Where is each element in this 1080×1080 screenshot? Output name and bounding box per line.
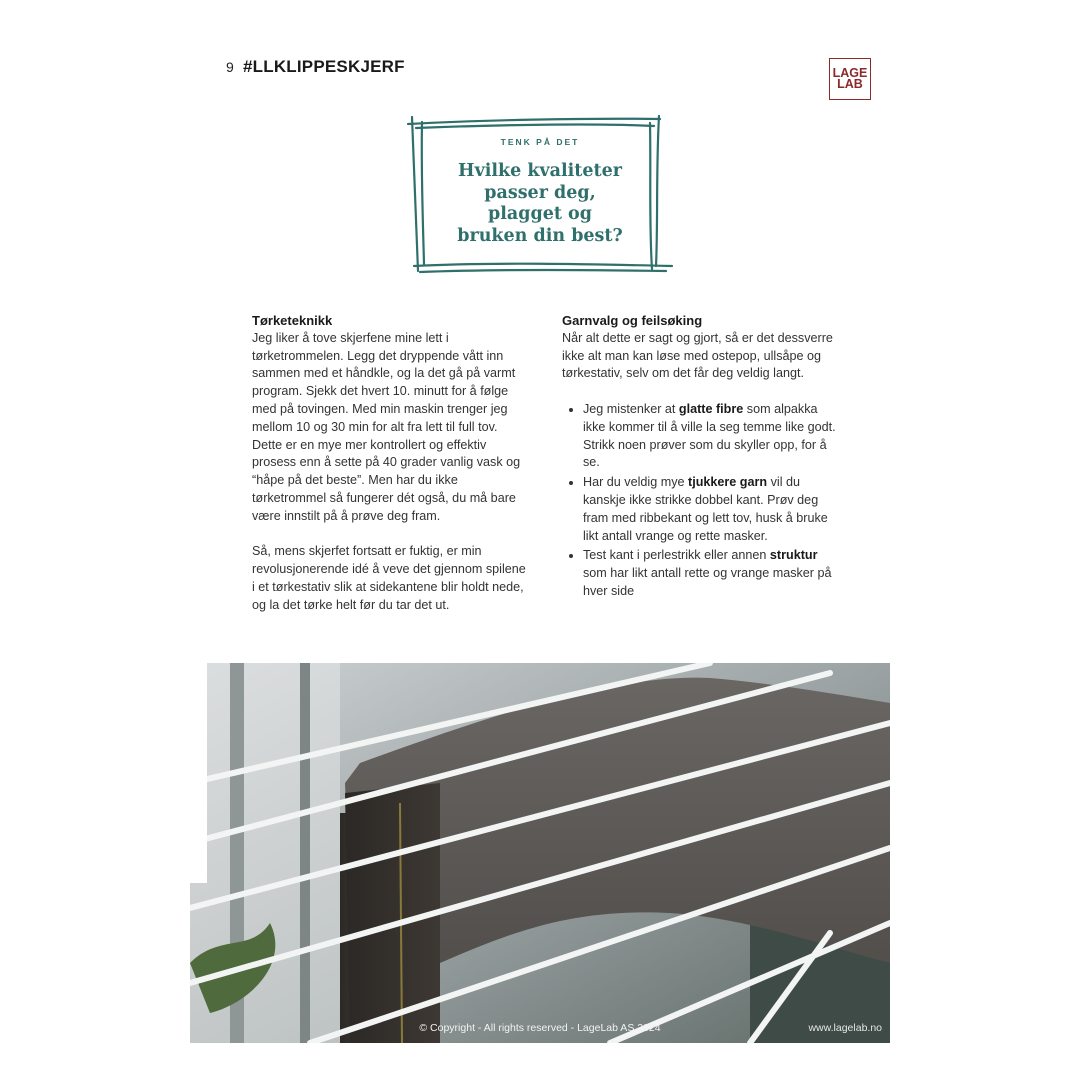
yarn-intro: Når alt dette er sagt og gjort, så er det dessverre ikke alt man kan løse med ostepop, ullsåpe og tørkestativ, selv om det får deg veldig langt. bbox=[562, 330, 833, 381]
callout-box bbox=[404, 114, 676, 276]
photo-illustration bbox=[190, 663, 890, 1043]
list-item: • Test kant i perlestrikk eller annen struktur som har likt antall rette og vrange masker på hver side bbox=[583, 547, 837, 600]
drying-paragraph-2: Så, mens skjerfet fortsatt er fuktig, er min revolusjonerende idé å veve det gjennom spilene i et tørkestativ slik at sidekantene blir holdt nede, og la det tørke helt før du tar det ut. bbox=[252, 544, 526, 612]
callout-kicker: TENK PÅ DET bbox=[500, 137, 580, 147]
drying-heading: Tørketeknikk bbox=[252, 313, 333, 328]
lagelab-logo[interactable] bbox=[829, 58, 871, 100]
question-line-2: passer deg, bbox=[484, 182, 596, 203]
drying-paragraph-1: Jeg liker å tove skjerfene mine lett i tørketrommelen. Legg det dryppende vått inn sammen med et håndkle, og la det gå på varmt program. Sjekk det hvert 10. minutt for å følge med på tovingen. Med min maskin trenger jeg mellom 10 og 30 min for alt fra lett til full tov. Dette er en mye mer kontrollert og effektiv prosess enn å sette på 40 grader vanlig vask og “håpe på det beste”. Men har du ikke tørketrommel så fungerer dét også, du må bare være innstilt på å prøve deg fram. bbox=[252, 330, 521, 523]
scarf-drying-photo bbox=[190, 663, 890, 1043]
left-column bbox=[252, 312, 527, 632]
page-number: 9 bbox=[226, 59, 234, 75]
question-line-4: bruken din best? bbox=[457, 225, 623, 246]
tips-list bbox=[562, 401, 837, 601]
page-title: #LLKLIPPESKJERF bbox=[243, 57, 405, 76]
list-item: • Har du veldig mye tjukkere garn vil du kanskje ikke strikke dobbel kant. Prøv deg fram med ribbekant og lett tov, husk å bruke likt antall vrange og rette masker. bbox=[583, 474, 837, 545]
yarn-heading: Garnvalg og feilsøking bbox=[562, 313, 703, 328]
list-item: • Jeg mistenker at glatte fibre som alpakka ikke kommer til å ville la seg temme like godt. Strikk noen prøver som du skyller opp, for å se. bbox=[583, 401, 837, 472]
website-link[interactable]: www.lagelab.no bbox=[808, 1022, 882, 1034]
logo-line-1: LAGE bbox=[832, 66, 868, 80]
callout-question bbox=[434, 161, 646, 247]
question-line-1: Hvilke kvaliteter bbox=[458, 161, 622, 181]
right-column bbox=[562, 312, 837, 603]
logo-line-2: LAB bbox=[837, 77, 863, 91]
copyright-notice: © Copyright - All rights reserved - LageLab AS 2024 bbox=[419, 1022, 661, 1034]
question-line-3: plagget og bbox=[488, 204, 592, 224]
